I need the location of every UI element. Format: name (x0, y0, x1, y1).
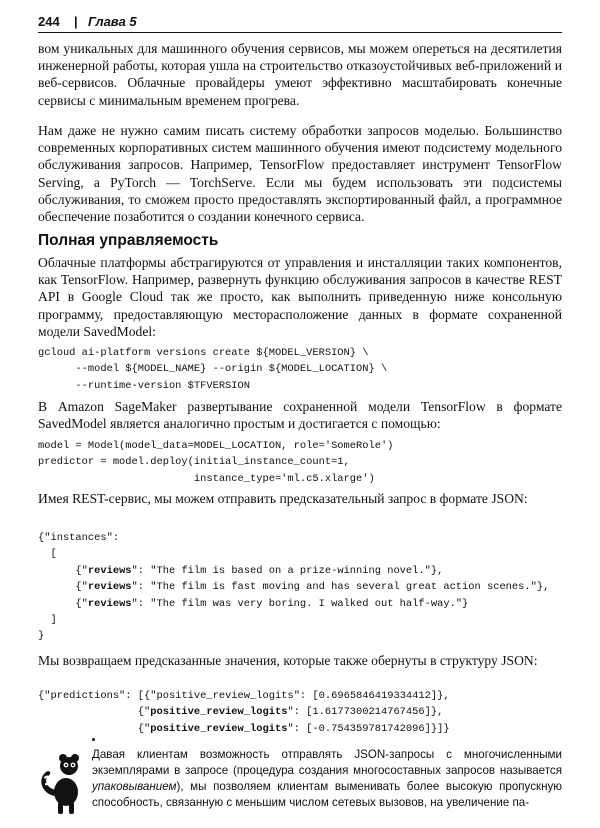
code-line: [ (38, 548, 57, 561)
section-heading: Полная управляемость (38, 232, 219, 249)
chapter-title: Глава 5 (88, 14, 137, 29)
paragraph-2: Нам даже не нужно самим писать систему обработки запросов моделью. Большинство современных корпоративных систем машинного обучения имеют подсистему модельного обслуживания запросов. Например, TensorFlow предоставляет инструмент TensorFlow Serving, а PyTorch — TorchServe. Если мы будем использовать эти подсистемы обслуживания, то сможем просто предоставлять экспортированный файл, а программное обеспечение позаботится о создании конечного сервиса. (38, 123, 562, 225)
code-line: {"predictions": [{ (38, 690, 151, 702)
code-line: } (38, 630, 45, 643)
logit-value: [0.6965846419334412] (312, 690, 438, 702)
logit-value: [1.6177300214767456] (306, 706, 431, 719)
json-key: reviews (87, 564, 132, 577)
review-text: "The film is fast moving and has several great action scenes." (150, 581, 537, 594)
code-line: gcloud ai-platform versions create ${MODEL_VERSION} \ (38, 347, 369, 359)
paragraph-4: В Amazon SageMaker развертывание сохраненной модели TensorFlow в формате SavedModel является аналогично простым и достигается с помощью: (38, 399, 562, 432)
json-key: positive_review_logits (150, 722, 288, 735)
lemur-tip-icon (36, 752, 86, 820)
tip-note (92, 747, 562, 811)
paragraph-1: вом уникальных для машинного обучения сервисов, мы можем опереться на десятилетия инженерной работы, которая ушла на строительство отказоустойчивых веб-приложений и веб-сервисов. Облачные провайдеры умеют эффективно масштабировать конечные сервисы с минимальным временем прогрева. (38, 41, 562, 108)
code-gcloud (38, 345, 387, 394)
logit-value: [-0.754359781742096] (306, 722, 431, 735)
note-italic-term: упаковыванием (92, 780, 177, 793)
json-key: positive_review_logits (156, 690, 294, 702)
paragraph-3: Облачные платформы абстрагируются от управления и инсталляции таких компонентов, как TensorFlow. Например, развернуть функцию обслуживания запросов в качестве REST API в Google Cloud так же просто, как выполнить приведенную ниже консольную программу, предоставляющую месторасположение данных в формате сохраненной модели SavedModel: (38, 255, 562, 339)
note-text-before: Давая клиентам возможность отправлять JSON-запросы с многочисленными экземплярами в запросе (процедура создания многосоставных запросов называется (92, 748, 562, 777)
paragraph-6: Мы возвращаем предсказанные значения, которые также обернуты в структуру JSON: (38, 653, 538, 668)
code-line: predictor = model.deploy(initial_instance_count=1, (38, 456, 350, 469)
code-line: model = Model(model_data=MODEL_LOCATION, role='SomeRole') (38, 440, 394, 452)
code-line: --runtime-version $TFVERSION (38, 379, 251, 392)
code-line: {"instances": (38, 532, 120, 544)
header-separator: | (74, 14, 78, 29)
json-key: positive_review_logits (150, 706, 288, 719)
bullet-dot (92, 738, 95, 741)
header-rule (38, 32, 562, 33)
code-line: --model ${MODEL_NAME} --origin ${MODEL_LOCATION} \ (38, 363, 388, 376)
json-key: reviews (87, 597, 132, 610)
code-response: {"predictions": [{"positive_review_logits": [0.6965846419334412]}, {"positive_review_logits": [1.6177300214767456]}, {"positive_review_logits": [-0.754359781742096]}]} (38, 690, 450, 735)
code-request: {"instances": [ {"reviews": "The film is based on a prize-winning novel."}, {"reviews": "The film is fast moving and has several great action scenes."}, {"reviews": "The film was very boring. I walked out half-way."} ] } (38, 532, 550, 643)
review-text: "The film is based on a prize-winning novel." (150, 564, 431, 577)
page-header (38, 12, 562, 34)
paragraph-5: Имея REST-сервис, мы можем отправить предсказательный запрос в формате JSON: (38, 491, 528, 506)
code-line: ] (38, 614, 57, 627)
review-text: "The film was very boring. I walked out half-way." (150, 597, 463, 610)
code-sagemaker (38, 438, 393, 487)
note-text-after: ), мы позволяем клиентам выменивать более высокую пропускную способность, связанную с меньшим числом сетевых вызовов, на увеличение па- (92, 780, 562, 809)
page-number: 244 (38, 14, 60, 29)
code-line: instance_type='ml.c5.xlarge') (38, 472, 375, 485)
json-key: reviews (87, 581, 132, 594)
